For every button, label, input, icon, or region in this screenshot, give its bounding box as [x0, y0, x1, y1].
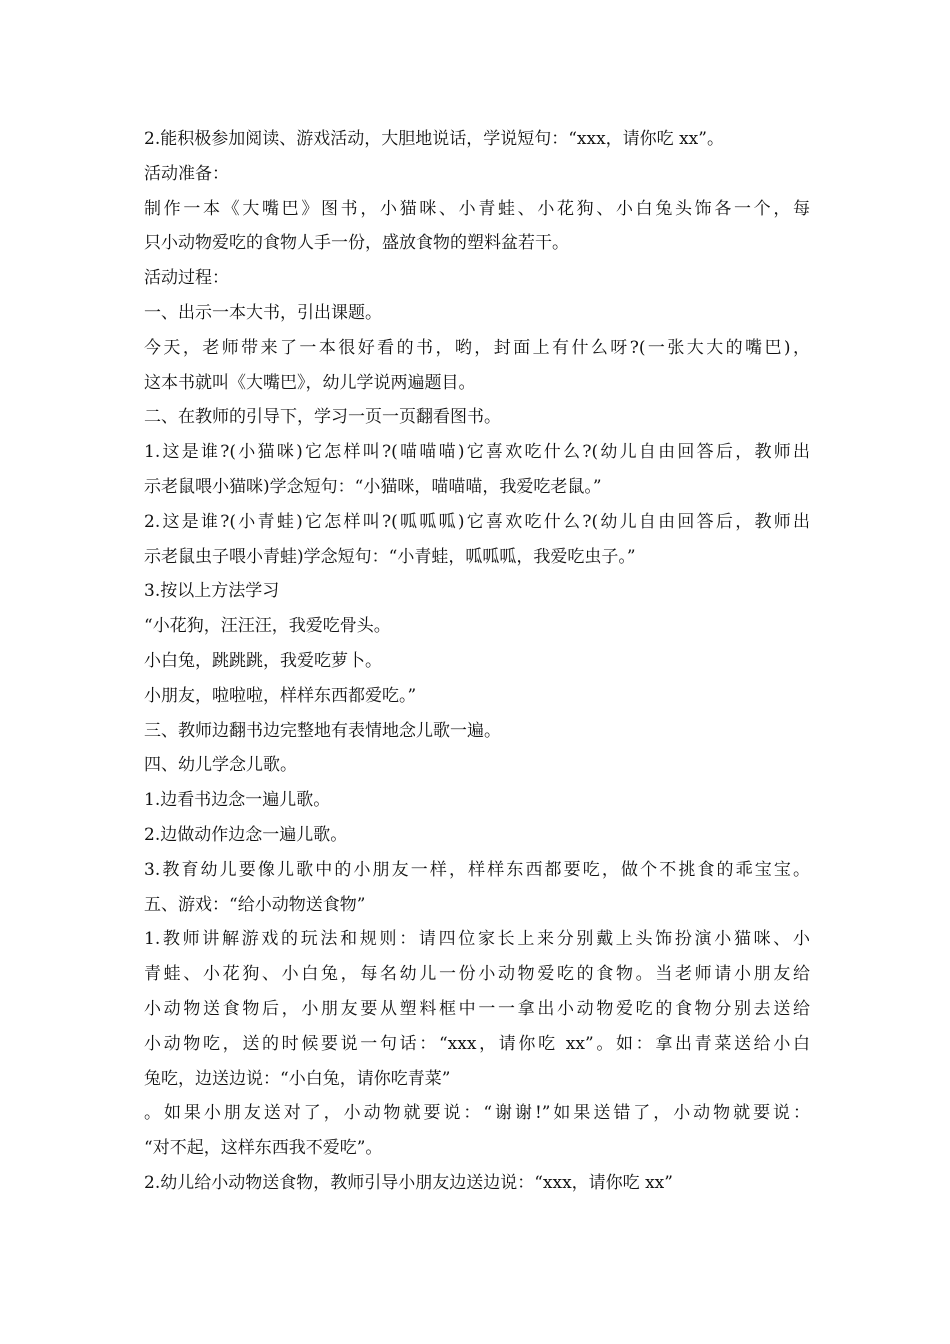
- step-heading: 一、出示一本大书，引出课题。: [144, 302, 382, 323]
- text-line: 1.这是谁?(小猫咪)它怎样叫?(喵喵喵)它喜欢吃什么?(幼儿自由回答后，教师出: [144, 442, 810, 463]
- text-line: “对不起，这样东西我不爱吃”。: [144, 1138, 383, 1159]
- text-line: 今天，老师带来了一本很好看的书，哟，封面上有什么呀?(一张大大的嘴巴)，: [144, 337, 810, 358]
- rhyme-line: 小白兔，跳跳跳，我爱吃萝卜。: [144, 650, 382, 671]
- document-body: [144, 122, 810, 1201]
- step-heading: 五、游戏：“给小动物送食物”: [144, 894, 366, 915]
- text-line: 3.按以上方法学习: [144, 581, 280, 602]
- text-line: 青蛙、小花狗、小白兔，每名幼儿一份小动物爱吃的食物。当老师请小朋友给: [144, 964, 810, 985]
- text-line: 兔吃，边送边说：“小白兔，请你吃青菜”: [144, 1068, 451, 1089]
- section-heading: 活动准备：: [144, 163, 229, 184]
- text-line: 只小动物爱吃的食物人手一份，盛放食物的塑料盆若干。: [144, 233, 569, 254]
- text-line: 示老鼠喂小猫咪)学念短句：“小猫咪，喵喵喵，我爱吃老鼠。”: [144, 476, 602, 497]
- text-line: 制作一本《大嘴巴》图书，小猫咪、小青蛙、小花狗、小白兔头饰各一个，每: [144, 198, 810, 219]
- text-line: 小动物送食物后，小朋友要从塑料框中一一拿出小动物爱吃的食物分别去送给: [144, 998, 810, 1019]
- rhyme-line: 小朋友，啦啦啦，样样东西都爱吃。”: [144, 685, 417, 706]
- text-line: 示老鼠虫子喂小青蛙)学念短句：“小青蛙，呱呱呱，我爱吃虫子。”: [144, 546, 636, 567]
- text-line: 2.边做动作边念一遍儿歌。: [144, 824, 348, 845]
- section-heading: 活动过程：: [144, 268, 229, 289]
- step-heading: 四、幼儿学念儿歌。: [144, 755, 297, 776]
- text-line: 2.这是谁?(小青蛙)它怎样叫?(呱呱呱)它喜欢吃什么?(幼儿自由回答后，教师出: [144, 511, 810, 532]
- text-line: 2.能积极参加阅读、游戏活动，大胆地说话，学说短句：“xxx，请你吃 xx”。: [144, 129, 724, 149]
- text-line: 2.幼儿给小动物送食物，教师引导小朋友边送边说：“xxx，请你吃 xx”: [144, 1172, 673, 1193]
- text-line: 1.边看书边念一遍儿歌。: [144, 790, 331, 811]
- text-line: 这本书就叫《大嘴巴》，幼儿学说两遍题目。: [144, 372, 476, 393]
- step-heading: 二、在教师的引导下，学习一页一页翻看图书。: [144, 407, 501, 428]
- text-line: 小动物吃，送的时候要说一句话：“xxx，请你吃 xx”。如：拿出青菜送给小白: [144, 1033, 810, 1054]
- text-line: 。如果小朋友送对了，小动物就要说：“谢谢!”如果送错了，小动物就要说：: [144, 1103, 810, 1124]
- rhyme-line: “小花狗，汪汪汪，我爱吃骨头。: [144, 616, 391, 637]
- step-heading: 三、教师边翻书边完整地有表情地念儿歌一遍。: [144, 720, 501, 741]
- text-line: 1.教师讲解游戏的玩法和规则：请四位家长上来分别戴上头饰扮演小猫咪、小: [144, 929, 810, 950]
- text-line: 3.教育幼儿要像儿歌中的小朋友一样，样样东西都要吃，做个不挑食的乖宝宝。: [144, 859, 810, 880]
